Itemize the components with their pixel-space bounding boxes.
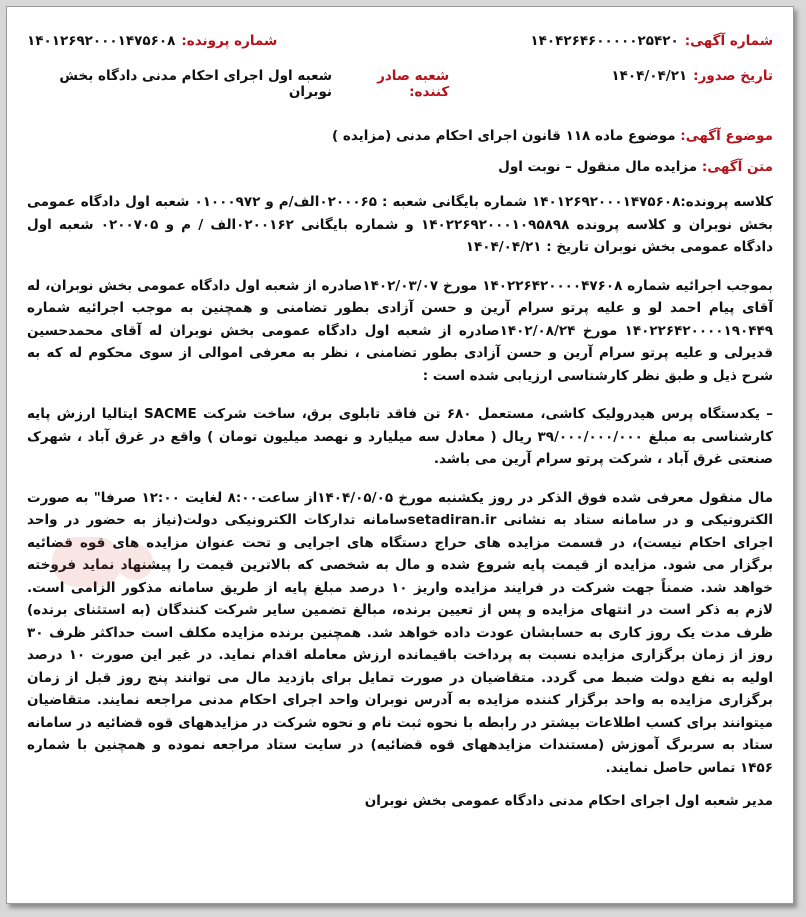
notice-subject <box>27 128 773 144</box>
subject-value: موضوع ماده ۱۱۸ قانون اجرای احکام مدنی (مزایده ) <box>332 128 676 144</box>
case-number <box>27 33 277 49</box>
issuer-value: شعبه اول اجرای احکام مدنی دادگاه بخش نوبران <box>59 68 332 100</box>
issue-date-label: تاریخ صدور: <box>693 68 773 84</box>
notice-number-value: ۱۴۰۴۲۶۴۶۰۰۰۰۰۲۵۴۲۰ <box>530 33 679 49</box>
subject-label: موضوع آگهی: <box>680 128 773 144</box>
auction-details-paragraph: مال منقول معرفی شده فوق الذکر در روز یکشنبه مورخ ۱۴۰۴/۰۵/۰۵از ساعت۸:۰۰ لغایت ۱۲:۰۰ صرفا" به صورت الکترونیکی و در سامانه ستاد به نشانی setadiran.irسامانه تدارکات الکترونیکی دولت(نیاز به حضور در واحد اجرای احکام نیست)، در قسمت مزایده های حراج دستگاه های اجرایی و تحت عنوان مزایده های قوه قضائیه برگزار می شود. مزایده از قیمت پایه شروع شده و مال به شخصی که بالاترین قیمت را پیشنهاد نماید فروخته خواهد شد. ضمناً جهت شرکت در فرایند مزایده واریز ۱۰ درصد مبلغ پایه از طریق سامانه مذکور الزامی است. لازم به ذکر است در انتهای مزایده و پس از تعیین برنده، مبالغ تضمین سایر شرکت کنندگان (به استثنای برنده) ظرف مدت یک روز کاری به حسابشان عودت داده خواهد شد. همچنین برنده مزایده مکلف است حداکثر ظرف ۳۰ روز از زمان برگزاری مزایده نسبت به پرداخت باقیمانده ارزش معامله اقدام نماید. در غیر این صورت ۱۰ درصد اولیه به نفع دولت ضبط می گردد. متقاضیان در صورت تمایل برای بازدید مال می توانند پنج روز قبل از زمان برگزاری مزایده به واحد برگزار کننده مزایده به آدرس نوبران واحد اجرای احکام مدنی مراجعه نمایند. متقاضیان میتوانند برای کسب اطلاعات بیشتر در رابطه با نحوه ثبت نام و نحوه شرکت در مزایدههای قوه قضائیه در سامانه ستاد به سربرگ آموزش (مستندات مزایدههای قوه قضائیه) در سایت ستاد مراجعه نموده و همچنین با شماره ۱۴۵۶ تماس حاصل نمایند. <box>27 489 774 776</box>
text-title-label: متن آگهی: <box>701 159 773 175</box>
issue-date-value: ۱۴۰۴/۰۴/۲۱ <box>611 68 688 84</box>
watermark-logo <box>47 527 157 597</box>
issue-date <box>449 68 773 84</box>
execution-paragraph: بموجب اجرائیه شماره ۱۴۰۲۲۶۴۲۰۰۰۰۴۷۶۰۸ مورخ ۱۴۰۲/۰۳/۰۷صادره از شعبه اول دادگاه عمومی بخش نوبران، له آقای پیام احمد لو و علیه پرتو سرام آرین و حسن آزادی بطور تضامنی و همچنین به موجب اجرائیه شماره ۱۴۰۲۲۶۴۲۰۰۰۰۱۹۰۴۴۹ مورخ ۱۴۰۲/۰۸/۲۴صادره از شعبه اول دادگاه عمومی بخش نوبران له آقای محمدحسین قدیرلی و علیه پرتو سرام آرین و حسن آزادی بطور تضامنی ، نظر به معرفی اموالی از سوی محکوم له که به شرح ذیل و طبق نظر کارشناسی ارزیابی شده است : <box>27 277 773 384</box>
case-paragraph: کلاسه پرونده:۱۴۰۱۲۶۹۲۰۰۰۱۴۷۵۶۰۸ شماره بایگانی شعبه : ۰۲۰۰۰۶۵الف/م و ۰۱۰۰۰۹۷۲ شعبه اول دادگاه عمومی بخش نوبران و کلاسه پرونده ۱۴۰۲۲۶۹۲۰۰۰۱۰۹۵۸۹۸ و شماره بایگانی ۰۲۰۰۱۶۲الف / م و ۰۲۰۰۷۰۵ شعبه اول دادگاه عمومی بخش نوبران تاریخ : ۱۴۰۴/۰۴/۲۱ <box>27 194 773 255</box>
notice-number <box>433 33 773 49</box>
notice-frame <box>6 6 794 904</box>
notice-content <box>7 7 793 809</box>
header-row-2 <box>27 68 773 100</box>
item-paragraph: – یکدستگاه پرس هیدرولیک کاشی، مستعمل ۶۸۰ تن فاقد تابلوی برق، ساخت شرکت SACME ایتالیا ارزش پایه کارشناسی به مبلغ ۳۹/۰۰۰/۰۰۰/۰۰۰ ریال ( معادل سه میلیارد و نهصد میلیون تومان ) واقع در غرق آباد ، شهرک صنعتی غرق آباد ، شرکت پرتو سرام آرین می باشد. <box>27 406 773 467</box>
case-number-label: شماره پرونده: <box>181 33 278 49</box>
notice-text-title <box>27 159 773 175</box>
notice-number-label: شماره آگهی: <box>684 33 773 49</box>
text-title-value: مزایده مال منقول – نوبت اول <box>498 159 698 175</box>
issuer <box>27 68 449 100</box>
issuer-label: شعبه صادر کننده: <box>377 68 450 100</box>
header-row-1 <box>27 33 773 49</box>
case-number-value: ۱۴۰۱۲۶۹۲۰۰۰۱۴۷۵۶۰۸ <box>27 33 176 49</box>
signature: مدیر شعبه اول اجرای احکام مدنی دادگاه عمومی بخش نوبران <box>364 793 773 809</box>
